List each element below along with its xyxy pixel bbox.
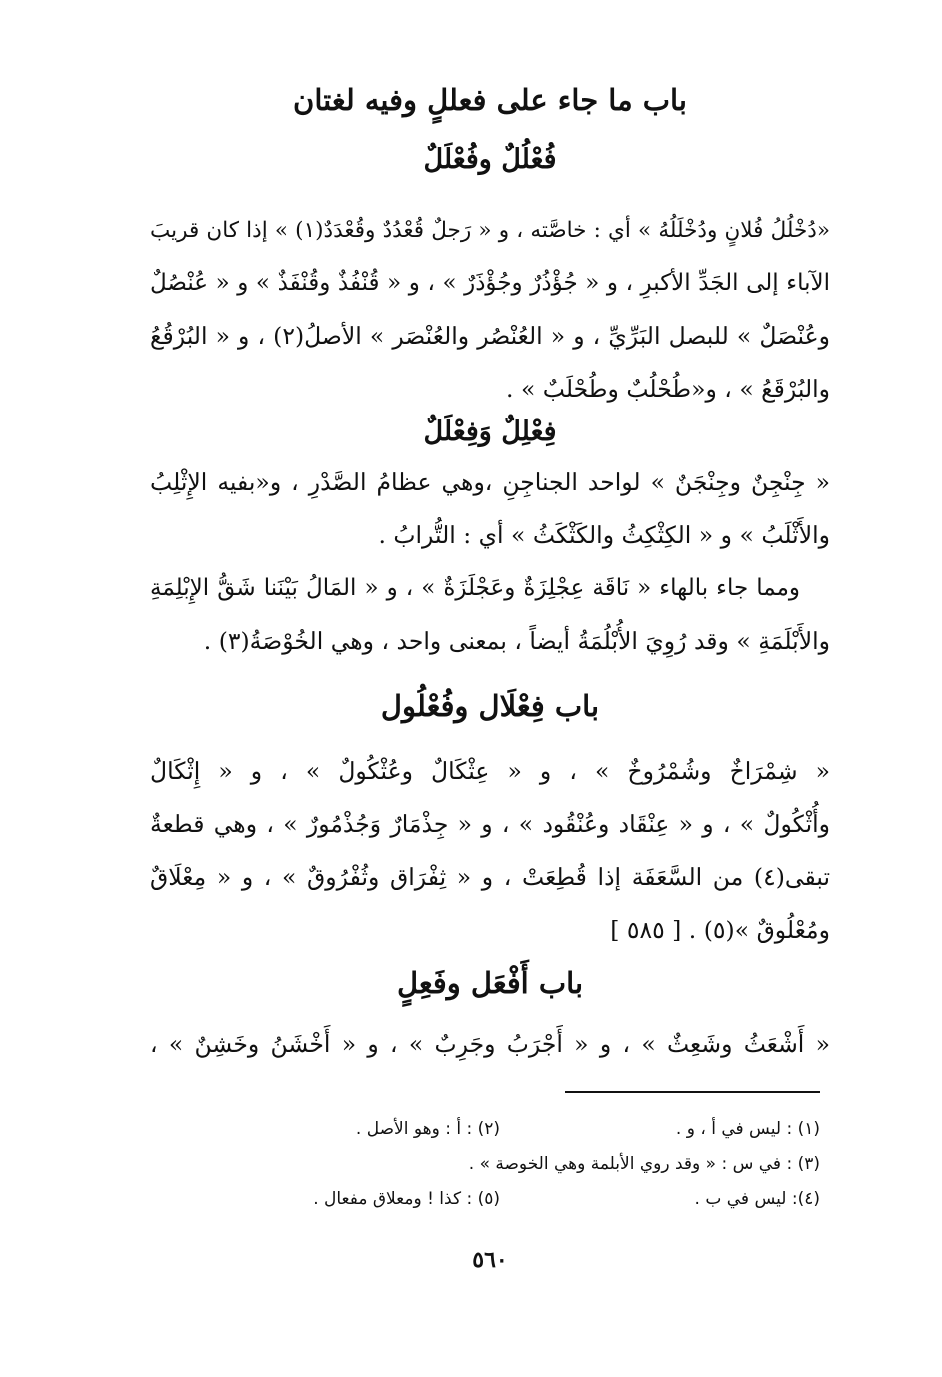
text-line: ومُعْلُوقٌ »(٥) . [ ٥٨٥ ]	[610, 916, 830, 944]
page-number: ٥٦٠	[472, 1247, 508, 1273]
text-line: « شِمْرَاخٌ وشُمْرُوخٌ » ، و « عِثْكَالٌ وعُثْكُولٌ » ، و « إِثْكَالٌ	[150, 757, 830, 785]
chapter-title: باب ما جاء على فعللٍ وفيه لغتان	[293, 83, 687, 117]
subheading-fulul: فُعْلُلٌ وفُعْلَلٌ	[423, 144, 557, 175]
section-subheading	[150, 140, 830, 180]
text-line: الآباء إلى الجَدِّ الأكبرِ ، و « جُؤْذُرٌ وجُؤْذَرٌ » ، و « قُنْفُذٌ وقُنْفَذٌ » و « عُنْصُلٌ	[150, 270, 830, 296]
paragraph-filal	[150, 745, 830, 957]
paragraph-fulul	[150, 204, 830, 416]
text-line: والأَثْلَبُ » و « الكِثْكِثُ والكَثْكَثُ » أي : التُّرابُ .	[378, 521, 830, 549]
paragraph	[150, 562, 830, 668]
chapter-title: باب أَفْعَل وفَعِلٍ	[396, 966, 584, 1000]
text-line: ومما جاء بالهاء « نَاقَة عِجْلِزَةٌ وعَجْلَزَةٌ » ، و « المَالُ بَيْنَنا شَقُّ الإِبْلِمَةِ	[150, 575, 800, 601]
subheading-filil: فِعْلِلٌ وَفِعْلَلٌ	[423, 416, 557, 447]
section-heading	[150, 80, 830, 120]
footnotes	[150, 1112, 820, 1217]
text-line: تبقى(٤) من السَّعَفَة إذا قُطِعَتْ ، و « ثِفْرَاق وثُفْرُوقٌ » ، و « مِعْلَاقٌ	[150, 863, 830, 891]
text-line: «دُخْلُلُ فُلانٍ ودُخْلَلُهُ » أي : خاصَّته ، و « رَجلٌ قُعْدُدٌ وقُعْدَدٌ(١) » إذا كان قريبَ	[150, 218, 830, 243]
paragraph	[150, 456, 830, 562]
paragraph	[150, 745, 830, 957]
footnote-2: (٢) : أ : وهو الأصل .	[355, 1119, 500, 1139]
book-page	[150, 0, 830, 1377]
text-line: « أَشْعَثُ وشَعِثٌ » ، و « أَجْرَبُ وجَرِبٌ » ، و « أَخْشَنُ وخَشِنٌ » ،	[150, 1030, 830, 1058]
footnote-5: (٥) : كذا ! ومعلاق مفعال .	[313, 1189, 500, 1209]
paragraph-filil	[150, 456, 830, 562]
footnote-row	[150, 1182, 820, 1217]
section-heading	[150, 686, 830, 726]
footnote-4: (٤): ليس في ب .	[694, 1189, 820, 1209]
paragraph	[150, 1018, 830, 1071]
paragraph-with-ha	[150, 562, 830, 668]
footnote-3: (٣) : في س : « وقد روي الأبلمة وهي الخوصة » .	[468, 1154, 820, 1174]
section-subheading	[150, 412, 830, 452]
chapter-title: باب فِعْلَال وفُعْلُول	[380, 689, 600, 723]
footnote-row	[150, 1147, 820, 1182]
paragraph-afal	[150, 1018, 830, 1071]
text-line: وعُنْصَلٌ » للبصل البَرِّيِّ ، و « العُنْصُر والعُنْصَر » الأصلُ(٢) ، و « البُرْقُعُ	[150, 322, 830, 350]
text-line: « جِنْجِنٌ وجِنْجَنٌ » لواحد الجناجِنِ ،وهي عظامُ الصَّدْرِ ، و«بفيه الإِثْلِبُ	[150, 468, 830, 496]
footnote-divider	[565, 1091, 820, 1093]
text-line: وأُثْكُولٌ » ، و « عِنْقَاد وعُنْقُود » ، و « جِذْمَارٌ وَجُذْمُورٌ » ، وهي قطعةٌ	[150, 810, 830, 838]
footnote-row	[150, 1112, 820, 1147]
text-line: والبُرْقَعُ » ، و«طُحْلُبٌ وطُحْلَبٌ » .	[506, 375, 830, 403]
paragraph	[150, 204, 830, 416]
text-line: والأَبْلَمَةِ » وقد رُوِيَ الأُبْلُمَةُ أيضاً ، بمعنى واحد ، وهي الخُوْصَةُ(٣) .	[203, 627, 830, 655]
section-heading	[150, 963, 830, 1003]
footnote-1: (١) : ليس في أ ، و .	[675, 1119, 820, 1139]
